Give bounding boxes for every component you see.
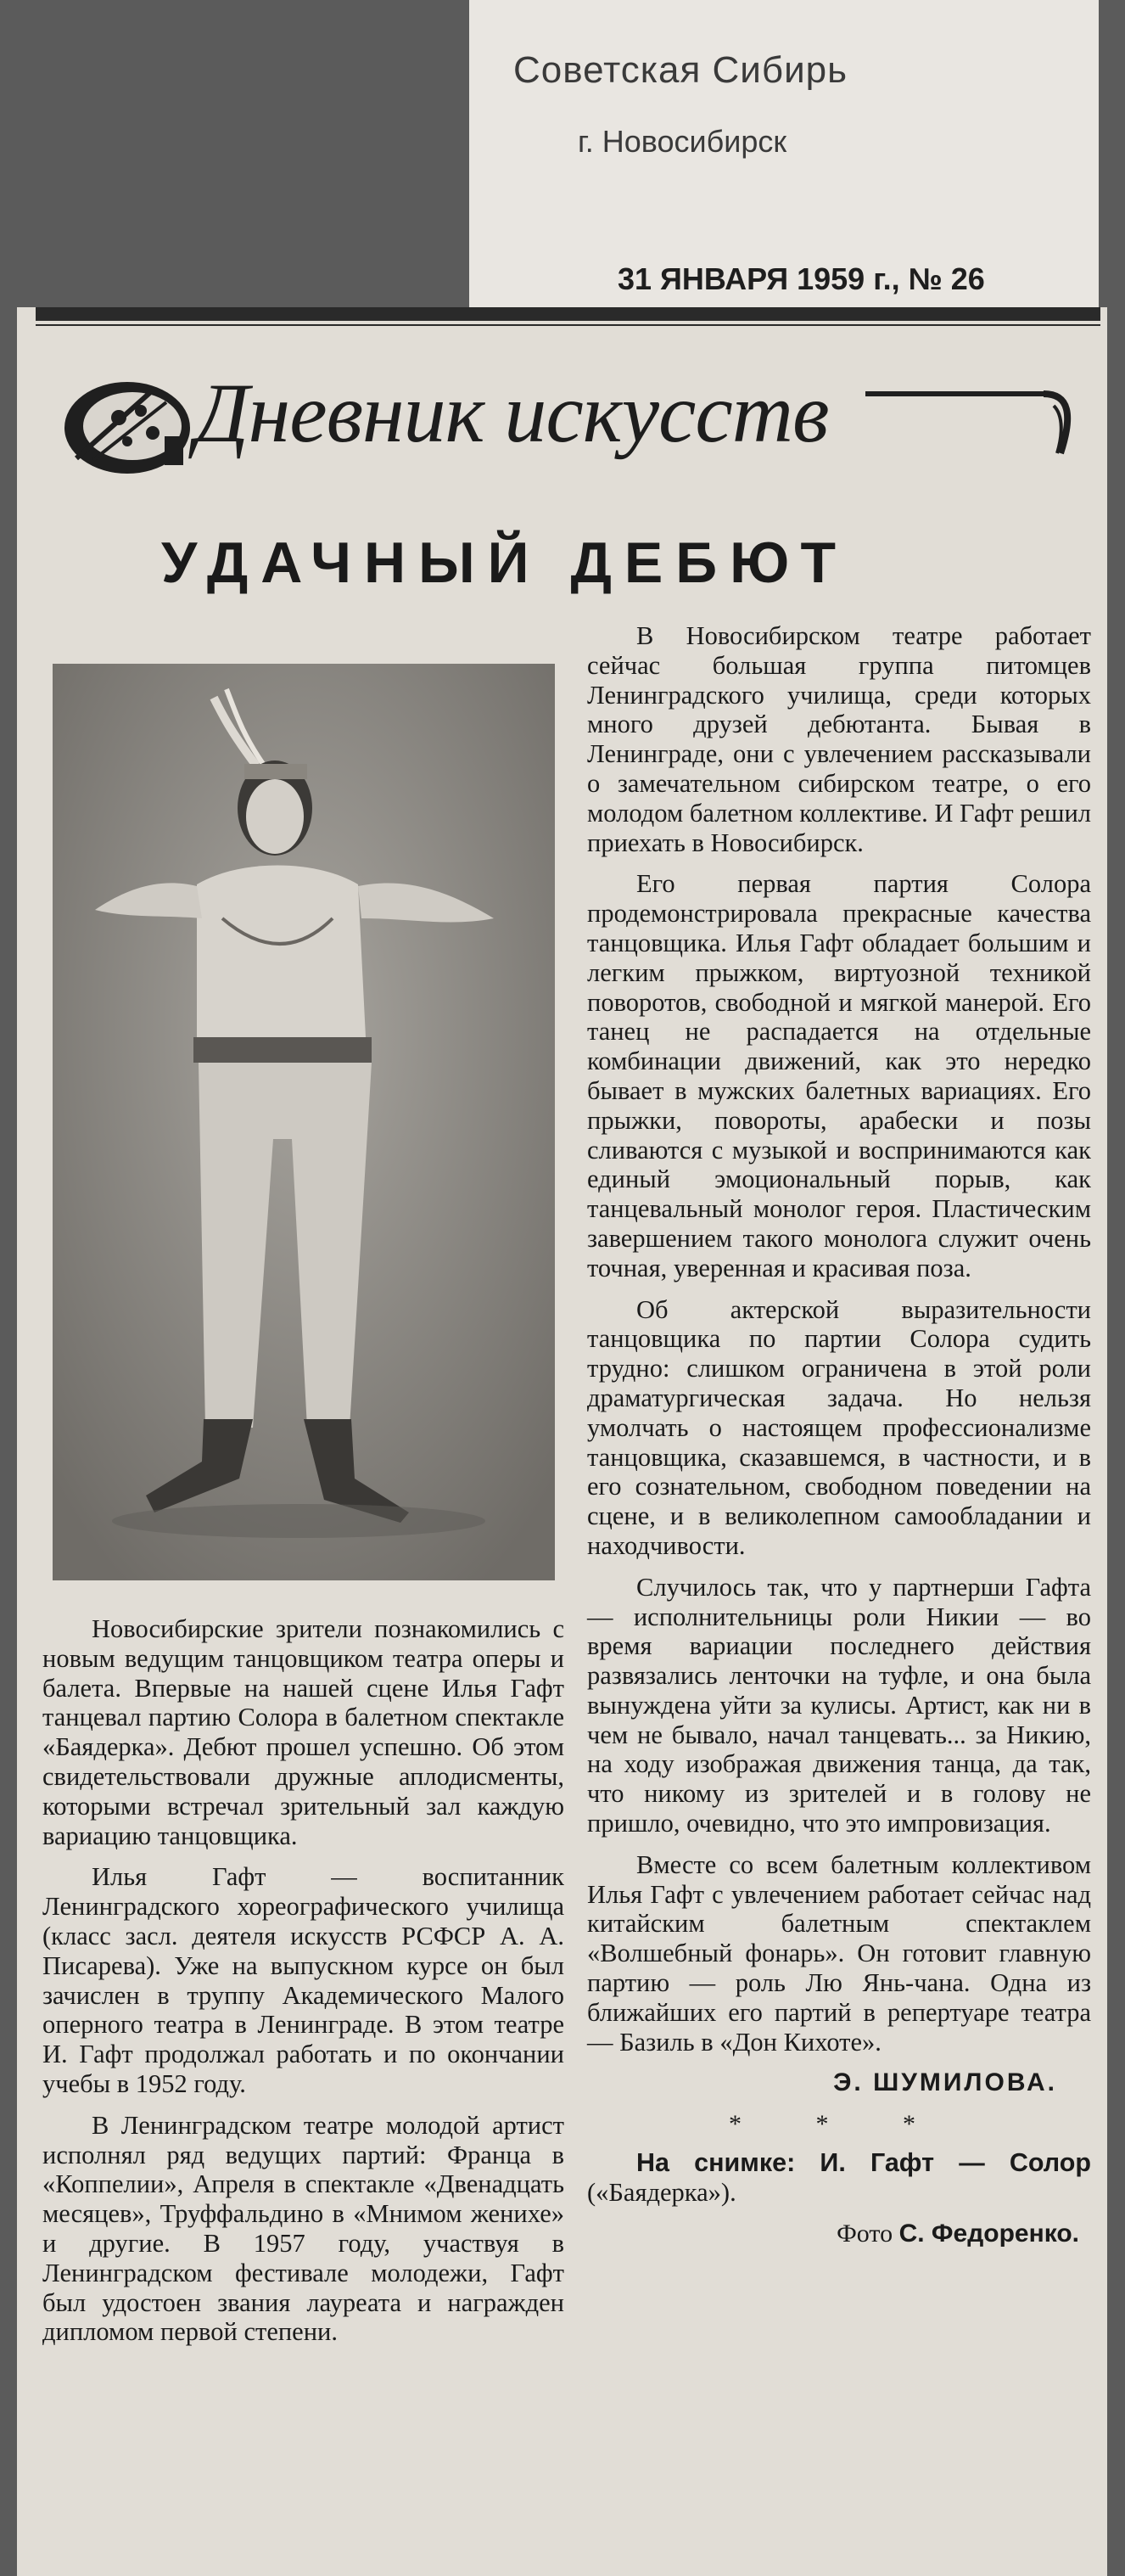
dancer-photo [53, 664, 555, 1580]
paragraph: Вместе со всем балетным коллективом Илья Гафт с увлечением работает сейчас над китайским балетным спектаклем «Волшебный фонарь». Он готовит главную партию — роль Лю Янь-чана. Одна из ближайших его партий в репертуаре театра — Базиль в «Дон Кихоте». [587, 1849, 1091, 2057]
credit-name: С. Федоренко. [898, 2219, 1079, 2248]
paragraph: В Новосибирском театре работает сейчас большая группа питомцев Ленинградского училища, среди которых много друзей дебютанта. Бывая в Ленинграде, они с увлечением рассказывали о замечательном сибирском театре, о его молодом балетном коллективе. И Гафт решил приехать в Новосибирск. [587, 621, 1091, 857]
paragraph: Об актерской выразительности танцовщика по партии Солора судить трудно: слишком ограничена в этой роли драматургическая задача. Но нельзя умолчать о настоящем профессионализме танцовщика, сказавшемся, в частности, и в его сознательном, свободном поведении на сцене, и в великолепном самообладании и находчивости. [587, 1294, 1091, 1560]
newspaper-clipping [17, 307, 1107, 2576]
credit-lead: Фото [837, 2219, 899, 2248]
article-headline: УДАЧНЫЙ ДЕБЮТ [161, 530, 849, 595]
newspaper-city: г. Новосибирск [578, 124, 787, 159]
header-rule [36, 307, 1100, 321]
paragraph: Новосибирские зрители познакомились с новым ведущим танцовщиком театра оперы и балета. Впервые на нашей сцене Илья Гафт танцевал партию Солора в балетном спектакле «Баядерка». Дебют прошел успешно. Об этом свидетельствовали дружные аплодисменты, которыми встречал зрительный зал каждую вариацию танцовщика. [42, 1614, 564, 1850]
archive-stamp [469, 0, 1099, 307]
separator-stars: * * * [729, 2110, 949, 2139]
paragraph: Случилось так, что у партнерши Гафта — исполнительницы роли Никии — во время вариации последнего действия развязались ленточки на туфле, и она была вынуждена уйти за кулисы. Артист, как ни в чем не бывало, начал танцевать... за Никию, на ходу изображая движения танца, да так, что никому из зрителей и в голову не пришло, очевидно, что это импровизация. [587, 1572, 1091, 1838]
caption-rest: («Баядерка»). [587, 2177, 736, 2207]
paragraph: В Ленинградском театре молодой артист исполнял ряд ведущих партий: Франца в «Коппелии», Апреля в спектакле «Двенадцать месяцев», Труффальдино в «Мнимом женихе» и другие. В 1957 году, участвуя в Ленинградском фестивале молодежи, Гафт был удостоен звания лауреата и награжден дипломом первой степени. [42, 2110, 564, 2347]
section-rubric: Дневник искусств [195, 366, 829, 460]
photo-caption [587, 2148, 1091, 2208]
article-column-left [42, 1614, 564, 2359]
header-rule-thin [36, 324, 1100, 326]
curtain-ornament-icon [865, 389, 1077, 457]
issue-date: 31 ЯНВАРЯ 1959 г., № 26 [618, 261, 985, 296]
palette-emblem-icon [59, 377, 195, 479]
photo-credit [587, 2220, 1091, 2249]
author-signature: Э. ШУМИЛОВА. [833, 2068, 1057, 2097]
paragraph: Илья Гафт — воспитанник Ленинградского хореографического училища (класс засл. деятеля искусств РСФСР А. А. Писарева). Уже на выпускном курсе он был зачислен в труппу Академического Малого оперного театра в Ленинграде. В этом театре И. Гафт продолжал работать и по окончании учебы в 1952 году. [42, 1862, 564, 2098]
article-column-right [587, 621, 1091, 2248]
newspaper-name: Советская Сибирь [513, 49, 848, 91]
paragraph: Его первая партия Солора продемонстрировала прекрасные качества танцовщика. Илья Гафт обладает большим и легким прыжком, виртуозной техникой поворотов, свободной и мягкой манерой. Его танец не распадается на отдельные комбинации движений, как это нередко бывает в мужских балетных вариациях. Его прыжки, повороты, арабески и позы сливаются с музыкой и воспринимаются как единый эмоциональный порыв, как танцевальный монолог героя. Пластическим завершением такого монолога служит очень точная, уверенная и красивая поза. [587, 869, 1091, 1282]
caption-lead: На снимке: И. Гафт — Солор [636, 2148, 1091, 2178]
